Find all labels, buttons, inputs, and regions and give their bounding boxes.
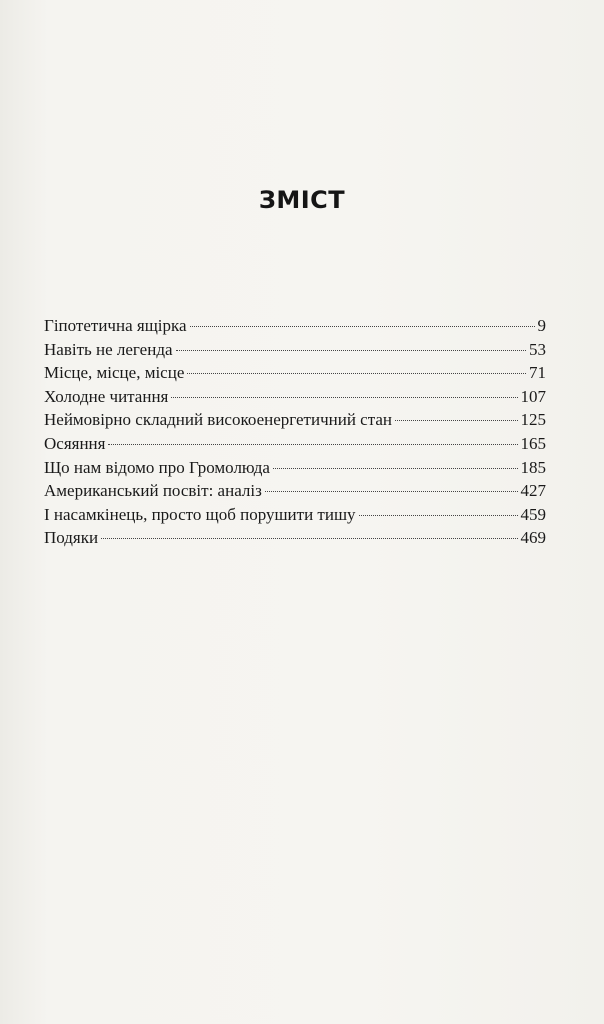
toc-entry-title: Холодне читання (44, 386, 169, 406)
toc-leader-dots (108, 444, 517, 445)
toc-leader-dots (101, 538, 517, 539)
toc-leader-dots (273, 468, 518, 469)
toc-entry-title: Навіть не легенда (44, 339, 173, 359)
toc-leader-dots (359, 515, 518, 516)
toc-entry (44, 432, 546, 456)
table-of-contents (44, 314, 546, 550)
toc-leader-dots (176, 350, 526, 351)
toc-entry-page: 185 (520, 457, 546, 477)
toc-entry-page: 125 (520, 410, 546, 430)
toc-entry-page: 9 (537, 316, 546, 335)
toc-entry-page: 53 (529, 339, 546, 359)
toc-entry-title: Американський посвіт: аналіз (44, 481, 262, 501)
toc-entry-title: Що нам відомо про Громолюда (44, 457, 270, 477)
page-title: ЗМІСТ (258, 186, 346, 214)
toc-entry (44, 361, 546, 385)
toc-entry-page: 459 (520, 504, 546, 524)
toc-entry-title: Гіпотетична ящірка (44, 316, 187, 335)
toc-leader-dots (190, 326, 535, 327)
toc-entry (44, 526, 546, 550)
toc-entry (44, 479, 546, 503)
toc-entry-page: 165 (520, 433, 546, 453)
toc-entry-page: 71 (529, 363, 546, 383)
toc-entry-page: 469 (520, 528, 546, 548)
toc-entry (44, 503, 546, 527)
toc-leader-dots (187, 373, 526, 374)
toc-entry-page: 427 (520, 481, 546, 501)
toc-entry-title: Осяяння (44, 433, 106, 453)
toc-leader-dots (395, 420, 517, 421)
toc-entry-page: 107 (520, 386, 546, 406)
toc-entry-title: Неймовірно складний високоенергетичний стан (44, 410, 393, 430)
toc-leader-dots (171, 397, 517, 398)
toc-entry (44, 408, 546, 432)
toc-entry (44, 338, 546, 362)
toc-entry-title: Подяки (44, 528, 99, 548)
toc-leader-dots (265, 491, 518, 492)
toc-entry-title: Місце, місце, місце (44, 363, 185, 383)
toc-entry (44, 456, 546, 480)
toc-entry-title: І насамкінець, просто щоб порушити тишу (44, 504, 356, 524)
toc-entry (44, 385, 546, 409)
toc-entry (44, 314, 546, 338)
